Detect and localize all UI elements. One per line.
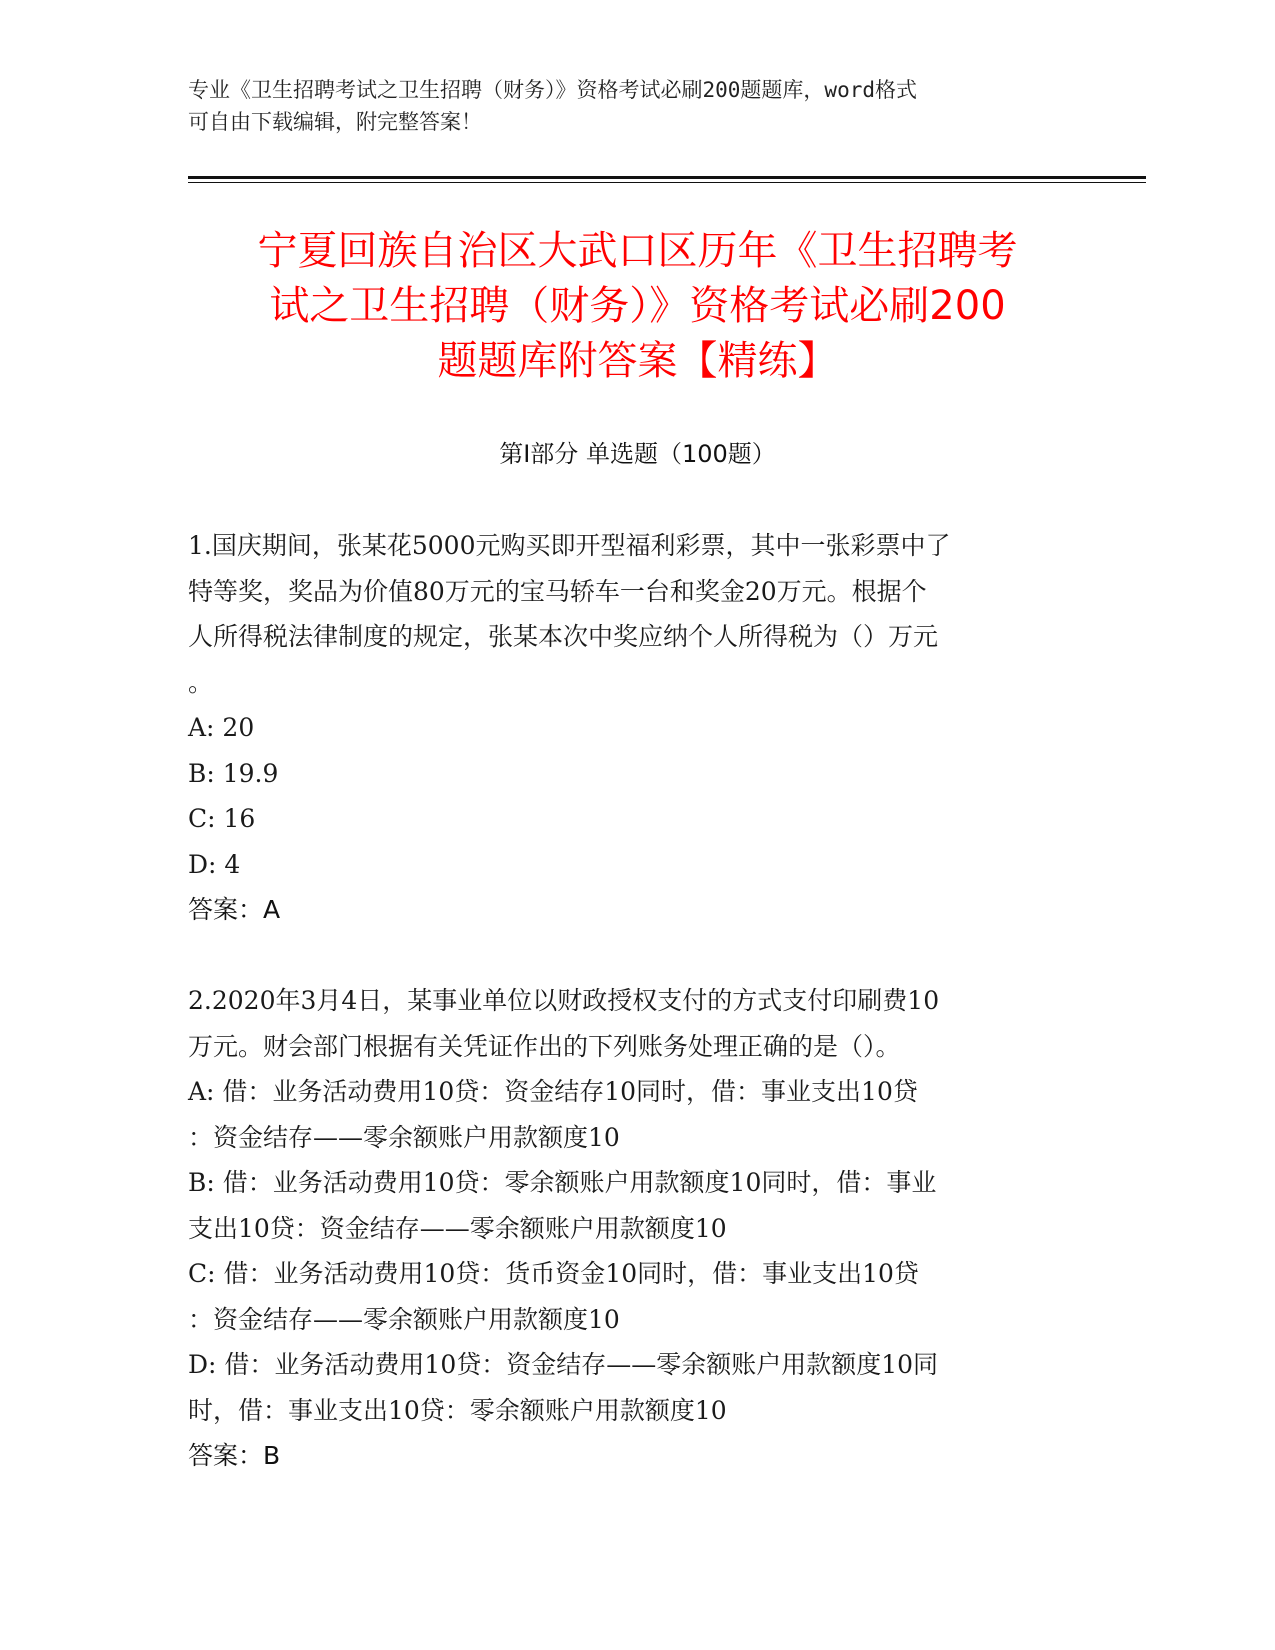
option-a: A: 20 [188,713,255,742]
question-2 [188,978,1088,1479]
answer-label: 答案：B [188,1441,281,1470]
option-b: B: 19.9 [188,758,279,788]
question-stem-line: 1.国庆期间，张某花5000元购买即开型福利彩票，其中一张彩票中了 [188,531,951,560]
section-title: 第Ⅰ部分 单选题（100题） [499,440,776,468]
header-rule-thin [188,182,1146,183]
option-c-line: C: 借：业务活动费用10贷：货币资金10同时，借：事业支出10贷 [188,1259,919,1288]
option-d: D: 4 [188,849,241,879]
question-stem-line: 特等奖，奖品为价值80万元的宝马轿车一台和奖金20万元。根据个 [188,576,927,606]
document-title-line: 试之卫生招聘（财务）》资格考试必刷200 [269,283,1006,329]
option-c: C: 16 [188,804,256,833]
option-a-line: ：资金结存——零余额账户用款额度10 [188,1122,620,1152]
question-stem-line: 2.2020年3月4日，某事业单位以财政授权支付的方式支付印刷费10 [188,986,940,1015]
question-1 [188,523,1088,933]
option-a-line: A: 借：业务活动费用10贷：资金结存10同时，借：事业支出10贷 [188,1077,918,1106]
option-b-line: B: 借：业务活动费用10贷：零余额账户用款额度10同时，借：事业 [188,1168,937,1197]
document-title-line: 宁夏回族自治区大武口区历年《卫生招聘考 [257,228,1018,274]
header-rule-thick [188,176,1146,179]
option-b-line: 支出10贷：资金结存——零余额账户用款额度10 [188,1213,727,1243]
option-c-line: ：资金结存——零余额账户用款额度10 [188,1304,620,1334]
question-stem-line: 人所得税法律制度的规定，张某本次中奖应纳个人所得税为（）万元 [188,622,939,651]
header-note-line: 专业《卫生招聘考试之卫生招聘（财务）》资格考试必刷200题题库，word格式 [188,78,917,102]
option-d-line: 时，借：事业支出10贷：零余额账户用款额度10 [188,1395,727,1425]
header-note [188,74,1068,138]
question-stem-line: 万元。财会部门根据有关凭证作出的下列账务处理正确的是（）。 [188,1031,901,1061]
document-title-line: 题题库附答案【精练】 [437,338,838,384]
header-note-line: 可自由下载编辑，附完整答案！ [188,110,482,134]
option-d-line: D: 借：业务活动费用10贷：资金结存——零余额账户用款额度10同 [188,1350,939,1379]
answer-label: 答案：A [188,895,281,924]
question-stem-line: 。 [188,667,214,697]
document-title [150,224,1125,389]
